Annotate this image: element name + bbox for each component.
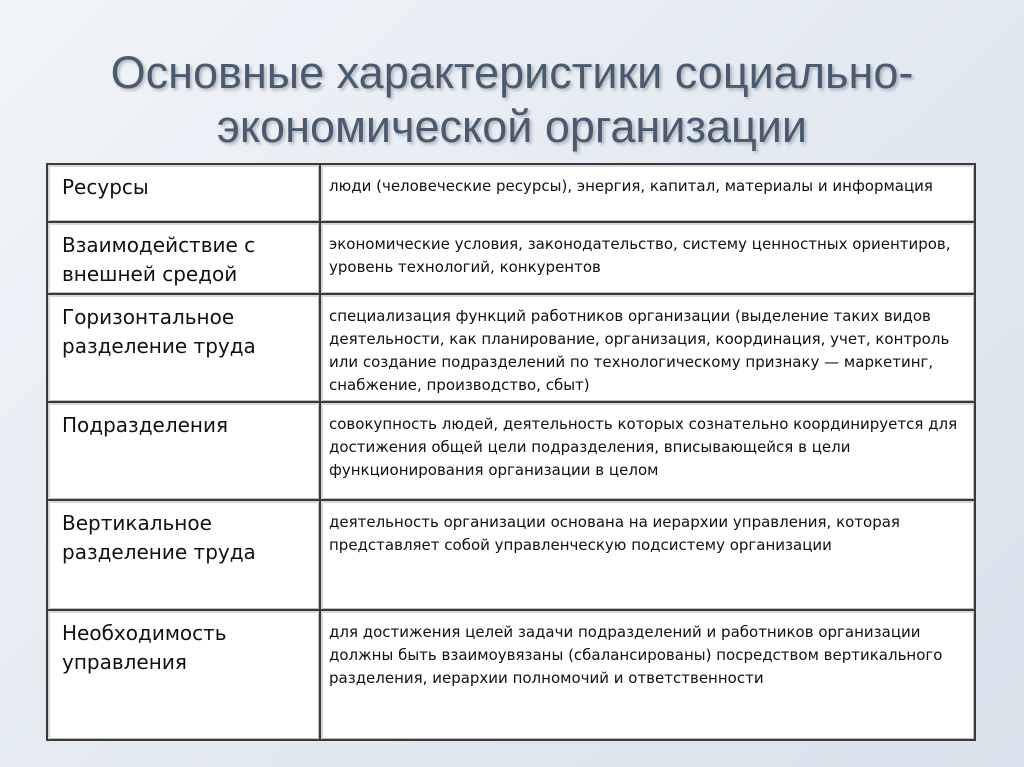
table-row [47, 222, 975, 294]
row-description: специализация функций работников организации (выделение таких видов деятельности, как планирование, организация, координация, учет, контроль или создание подразделений по технологическому признаку — маркетинг, снабжение, производство, сбыт) [320, 294, 975, 402]
title-line-1: Основные характеристики социально- [110, 47, 914, 98]
row-description: экономические условия, законодательство, систему ценностных ориентиров, уровень технологий, конкурентов [320, 222, 975, 294]
row-description: люди (человеческие ресурсы), энергия, капитал, материалы и информация [320, 164, 975, 222]
row-term: Подразделения [47, 402, 320, 500]
row-term: Ресурсы [47, 164, 320, 222]
row-term: Необходимость управления [47, 610, 320, 740]
characteristics-table [46, 163, 976, 741]
row-description: для достижения целей задачи подразделений и работников организации должны быть взаимоувязаны (сбалансированы) посредством вертикального разделения, иерархии полномочий и ответственности [320, 610, 975, 740]
title-line-2: экономической организации [216, 101, 808, 152]
row-term: Взаимодействие с внешней средой [47, 222, 320, 294]
table-row [47, 164, 975, 222]
table-row [47, 500, 975, 610]
page-title [0, 46, 1024, 154]
row-term: Горизонтальное разделение труда [47, 294, 320, 402]
table-row [47, 402, 975, 500]
table-row [47, 610, 975, 740]
row-term: Вертикальное разделение труда [47, 500, 320, 610]
table-row [47, 294, 975, 402]
row-description: деятельность организации основана на иерархии управления, которая представляет собой управленческую подсистему организации [320, 500, 975, 610]
row-description: совокупность людей, деятельность которых сознательно координируется для достижения общей цели подразделения, вписывающейся в цели функционирования организации в целом [320, 402, 975, 500]
